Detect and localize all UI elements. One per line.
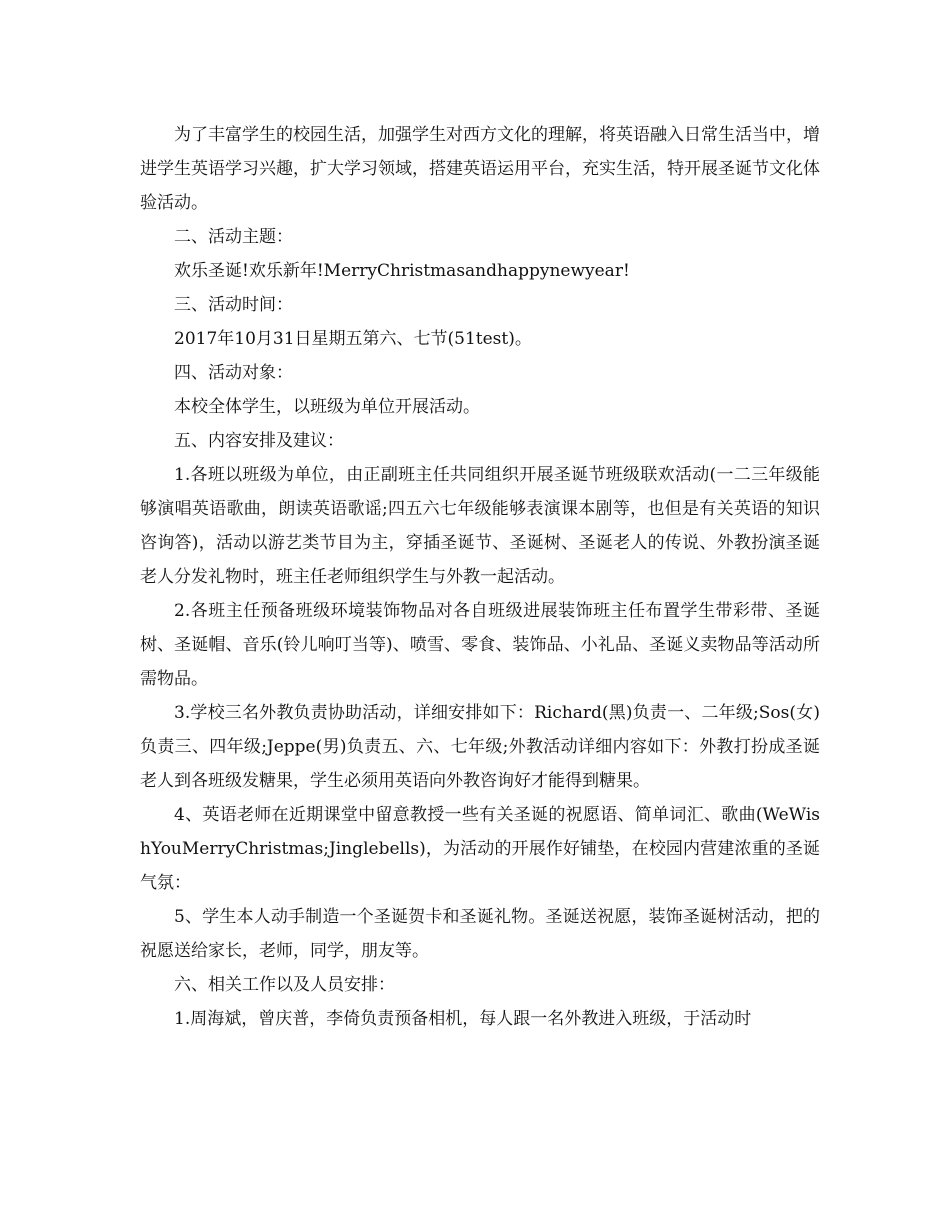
section-heading-audience: 四、活动对象： <box>174 363 293 383</box>
section-heading-content: 五、内容安排及建议： <box>174 431 344 451</box>
content-item-2: 2.各班主任预备班级环境装饰物品对各自班级进展装饰班主任布置学生带彩带、圣诞树、圣诞帽、音乐(铃儿响叮当等)、喷雪、零食、装饰品、小礼品、圣诞义卖物品等活动所需物品。 <box>140 601 820 689</box>
audience-text: 本校全体学生，以班级为单位开展活动。 <box>174 397 480 417</box>
content-item-4: 4、英语老师在近期课堂中留意教授一些有关圣诞的祝愿语、简单词汇、歌曲(WeWishYouMerryChristmas;Jinglebells)，为活动的开展作好铺垫，在校园内营建浓重的圣诞气氛： <box>140 805 820 893</box>
section-heading-time: 三、活动时间： <box>174 295 293 315</box>
theme-text: 欢乐圣诞!欢乐新年!MerryChristmasandhappynewyear! <box>174 261 630 281</box>
section-heading-theme: 二、活动主题： <box>174 227 293 247</box>
intro-paragraph: 为了丰富学生的校园生活，加强学生对西方文化的理解，将英语融入日常生活当中，增进学生英语学习兴趣，扩大学习领域，搭建英语运用平台，充实生活，特开展圣诞节文化体验活动。 <box>140 125 820 213</box>
document-body <box>140 118 820 1036</box>
staff-item-1: 1.周海斌，曾庆普，李倚负责预备相机，每人跟一名外教进入班级，于活动时 <box>174 1009 752 1029</box>
content-item-1: 1.各班以班级为单位，由正副班主任共同组织开展圣诞节班级联欢活动(一二三年级能够演唱英语歌曲，朗读英语歌谣;四五六七年级能够表演课本剧等，也但是有关英语的知识咨询答)，活动以游艺类节目为主，穿插圣诞节、圣诞树、圣诞老人的传说、外教扮演圣诞老人分发礼物时，班主任老师组织学生与外教一起活动。 <box>140 465 820 587</box>
section-heading-staff: 六、相关工作以及人员安排： <box>174 975 395 995</box>
content-item-5: 5、学生本人动手制造一个圣诞贺卡和圣诞礼物。圣诞送祝愿，装饰圣诞树活动，把的祝愿送给家长，老师，同学，朋友等。 <box>140 907 820 961</box>
time-text: 2017年10月31日星期五第六、七节(51test)。 <box>174 329 532 349</box>
content-item-3: 3.学校三名外教负责协助活动，详细安排如下：Richard(黑)负责一、二年级;Sos(女)负责三、四年级;Jeppe(男)负责五、六、七年级;外教活动详细内容如下：外教打扮成圣诞老人到各班级发糖果，学生必须用英语向外教咨询好才能得到糖果。 <box>140 703 820 791</box>
